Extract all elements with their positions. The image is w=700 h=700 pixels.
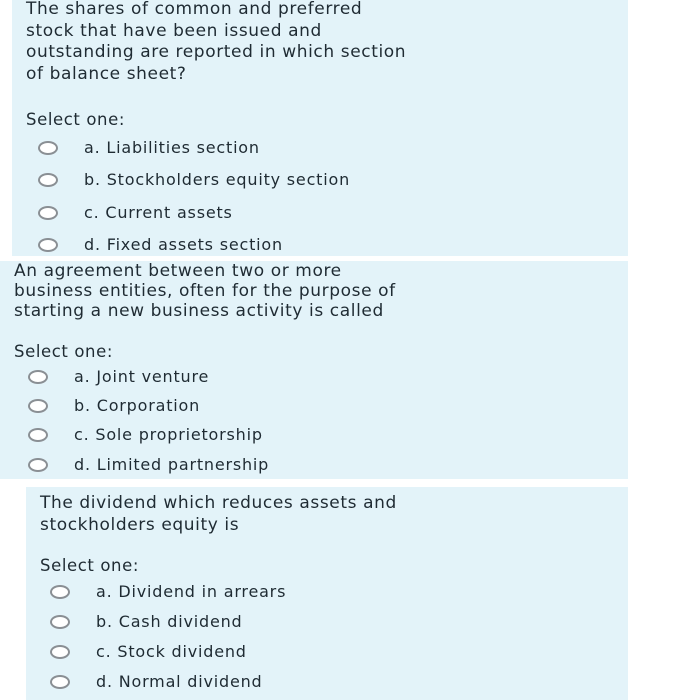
radio-icon[interactable] bbox=[50, 675, 70, 689]
question-1-select-one-label: Select one: bbox=[26, 110, 126, 129]
option-label: b. Corporation bbox=[74, 396, 201, 415]
option-label: d. Normal dividend bbox=[96, 672, 263, 691]
question-1-option-d[interactable] bbox=[38, 235, 283, 254]
option-label: c. Current assets bbox=[84, 203, 233, 222]
question-3-select-one-label: Select one: bbox=[40, 556, 140, 575]
question-2-panel bbox=[0, 261, 628, 479]
question-1-panel bbox=[12, 0, 628, 256]
option-label: c. Sole proprietorship bbox=[74, 425, 263, 444]
question-2-text: An agreement between two or more business entities, often for the purpose of starting a new business activity is called bbox=[14, 261, 396, 321]
question-3-option-b[interactable] bbox=[50, 612, 242, 631]
question-3-text: The dividend which reduces assets and stockholders equity is bbox=[40, 493, 397, 535]
question-1-option-c[interactable] bbox=[38, 203, 233, 222]
option-label: a. Liabilities section bbox=[84, 138, 260, 157]
question-3-option-c[interactable] bbox=[50, 642, 247, 661]
radio-icon[interactable] bbox=[38, 238, 58, 252]
radio-icon[interactable] bbox=[28, 399, 48, 413]
question-3-option-d[interactable] bbox=[50, 672, 263, 691]
question-3-option-a[interactable] bbox=[50, 582, 286, 601]
radio-icon[interactable] bbox=[38, 141, 58, 155]
radio-icon[interactable] bbox=[38, 206, 58, 220]
question-1-option-b[interactable] bbox=[38, 170, 350, 189]
radio-icon[interactable] bbox=[28, 370, 48, 384]
radio-icon[interactable] bbox=[50, 615, 70, 629]
option-label: c. Stock dividend bbox=[96, 642, 247, 661]
question-1-text: The shares of common and preferred stock that have been issued and outstanding are reported in which section of balance sheet? bbox=[26, 0, 407, 84]
option-label: d. Fixed assets section bbox=[84, 235, 283, 254]
question-2-option-a[interactable] bbox=[28, 367, 209, 386]
radio-icon[interactable] bbox=[28, 458, 48, 472]
question-3-panel bbox=[26, 487, 628, 700]
question-2-option-d[interactable] bbox=[28, 455, 269, 474]
question-1-option-a[interactable] bbox=[38, 138, 260, 157]
radio-icon[interactable] bbox=[50, 645, 70, 659]
question-2-option-c[interactable] bbox=[28, 425, 263, 444]
question-2-option-b[interactable] bbox=[28, 396, 200, 415]
option-label: b. Stockholders equity section bbox=[84, 170, 351, 189]
radio-icon[interactable] bbox=[28, 428, 48, 442]
option-label: a. Joint venture bbox=[74, 367, 210, 386]
option-label: d. Limited partnership bbox=[74, 455, 270, 474]
radio-icon[interactable] bbox=[38, 173, 58, 187]
option-label: b. Cash dividend bbox=[96, 612, 243, 631]
option-label: a. Dividend in arrears bbox=[96, 582, 287, 601]
question-2-select-one-label: Select one: bbox=[14, 342, 114, 361]
radio-icon[interactable] bbox=[50, 585, 70, 599]
